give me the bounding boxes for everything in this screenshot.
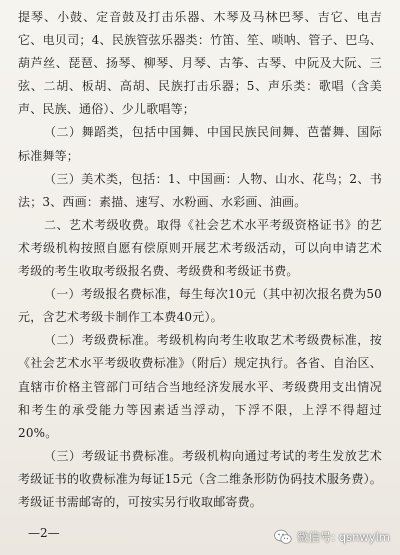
paragraph-instrument-list: 提琴、小鼓、定音鼓及打击乐器、木琴及马林巴琴、吉它、电吉它、电贝司；4、民族管弦乐器类：竹笛、笙、唢呐、管子、巴乌、葫芦丝、琵琶、扬琴、柳琴、月琴、古筝、古琴、中阮及大阮、三弦、二胡、板胡、高胡、民族打击乐器；5、声乐类：歌唱（含美声、民族、通俗）、少儿歌唱等；: [18, 10, 382, 117]
paragraph-registration-fee: （一）考级报名费标准，每生每次10元（其中初次报名费为50元，含艺术考级卡制作工本费40元）。: [18, 287, 382, 325]
paragraph-exam-fees: 二、艺术考级收费。取得《社会艺术水平考级资格证书》的艺术考级机构按照自愿有偿原则开展艺术考级活动，可以向申请艺术考级的考生收取考级报名费、考级费和考级证书费。: [18, 217, 382, 279]
wechat-watermark: [274, 529, 390, 545]
watermark-text: 微信号: qsnwylm: [296, 530, 390, 544]
paragraph-dance: （二）舞蹈类，包括中国舞、中国民族民间舞、芭蕾舞、国际标准舞等；: [18, 125, 382, 163]
paragraph-exam-fee: （二）考级费标准。考级机构向考生收取艺术考级费标准，按《社会艺术水平考级收费标准》（附后）规定执行。各省、自治区、直辖市价格主管部门可结合当地经济发展水平、考级费用支出情况和考生的承受能力等因素适当浮动，下浮不限，上浮不得超过20%。: [18, 333, 382, 440]
paragraph-fine-art: （三）美术类，包括：1、中国画：人物、山水、花鸟；2、书法；3、西画：素描、速写、水粉画、水彩画、油画。: [18, 171, 382, 209]
document-body: [18, 6, 382, 514]
page-number: —2—: [28, 526, 60, 540]
paragraph-certificate-fee: （三）考级证书费标准。考级机构向通过考试的考生发放艺术考级证书的收费标准为每证15元（含二维条形防伪码技术服务费）。考级证书需邮寄的，可按实另行收取邮寄费。: [18, 448, 382, 509]
wechat-icon: [274, 529, 292, 545]
